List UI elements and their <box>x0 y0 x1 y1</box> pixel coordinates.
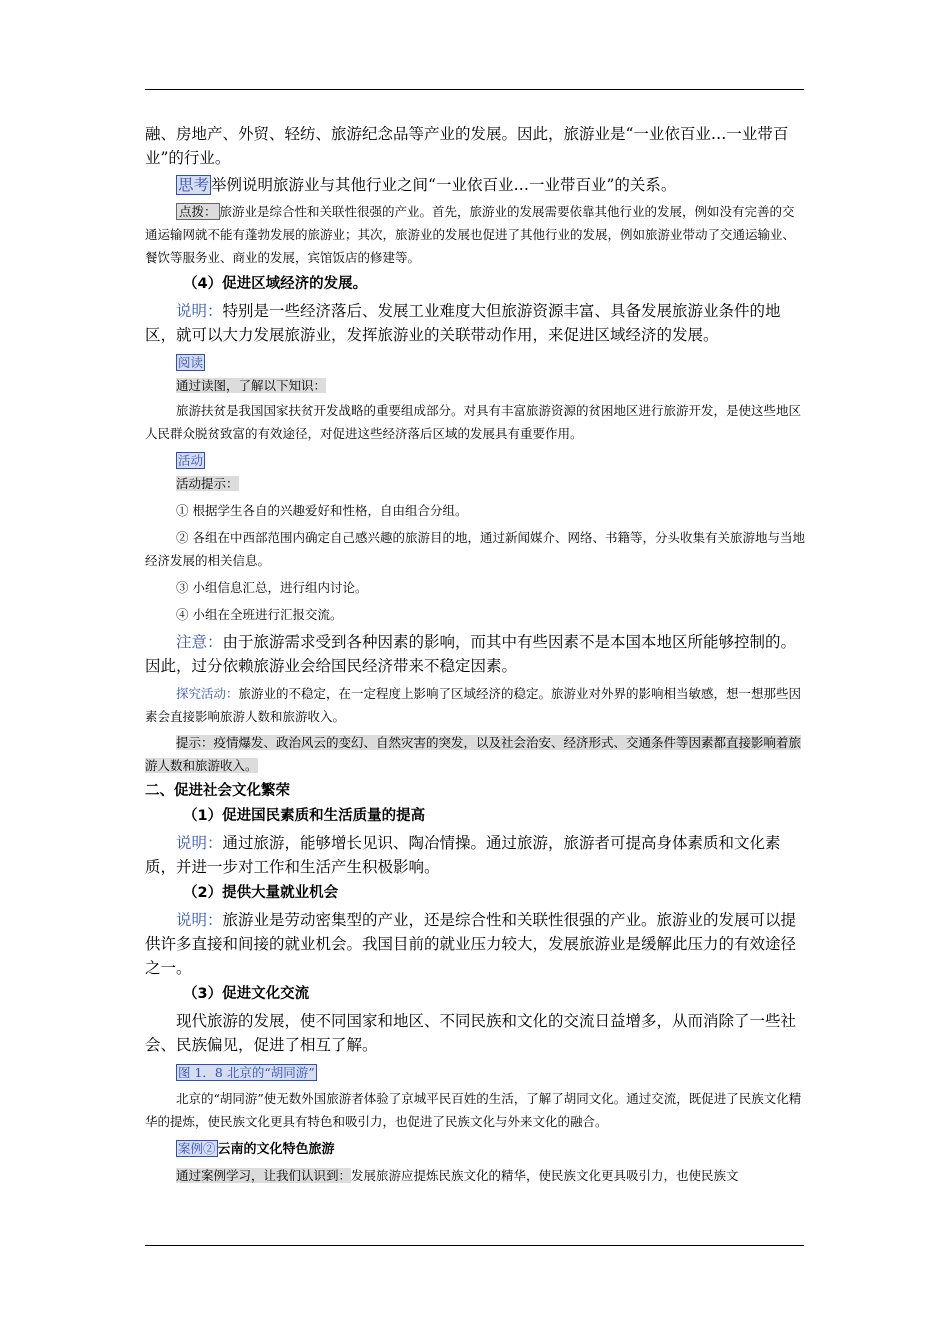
case-tag: 案例② <box>178 1141 216 1156</box>
hint-text: 旅游业是综合性和关联性很强的产业。首先，旅游业的发展需要依靠其他行业的发展，例如没有完善的交通运输网就不能有蓬勃发展的旅游业；其次，旅游业的发展也促进了其他行业的发展，例如旅游业带动了交通运输业、餐饮等服务业、商业的发展，宾馆饭店的修建等。 <box>145 204 796 265</box>
paragraph-industries: 融、房地产、外贸、轻纺、旅游纪念品等产业的发展。因此，旅游业是“一业依百业…一业带百业”的行业。 <box>145 125 789 167</box>
case-paragraph <box>145 1164 807 1187</box>
activity-item-4: ④ 小组在全班进行汇报交流。 <box>176 607 343 622</box>
explain-text: 特别是一些经济落后、发展工业难度大但旅游资源丰富、具备发展旅游业条件的地区，就可以大力发展旅游业，发挥旅游业的关联带动作用，来促进区域经济的发展。 <box>145 302 781 344</box>
case-line <box>145 1137 807 1162</box>
footer-rule <box>145 1245 804 1246</box>
activity-item-2: ② 各组在中西部范围内确定自己感兴趣的旅游目的地，通过新闻媒介、网络、书籍等，分头收集有关旅游地与当地经济发展的相关信息。 <box>145 530 805 568</box>
note-text: 由于旅游需求受到各种因素的影响，而其中有些因素不是本国本地区所能够控制的。因此，过分依赖旅游业会给国民经济带来不稳定因素。 <box>145 633 797 675</box>
explain-quality <box>145 831 807 879</box>
case-text: 发展旅游应提炼民族文化的精华，使民族文化更具吸引力，也使民族文 <box>351 1168 739 1183</box>
activity-item-1: ① 根据学生各自的兴趣爱好和性格，自由组合分组。 <box>176 503 468 518</box>
figure-text: 北京的“胡同游”使无数外国旅游者体验了京城平民百姓的生活，了解了胡同文化。通过交流，既促进了民族文化精华的提炼，使民族文化更具有特色和吸引力，也促进了民族文化与外来文化的融合。 <box>145 1091 802 1129</box>
heading-quality: （1）促进国民素质和生活质量的提高 <box>183 808 426 824</box>
read-intro-line <box>145 374 807 397</box>
explore-tag: 探究活动： <box>176 686 239 701</box>
activity-tag: 活动 <box>178 453 204 468</box>
read-tag: 阅读 <box>178 355 204 370</box>
heading-employment: （2）提供大量就业机会 <box>183 885 339 901</box>
think-tag: 思考 <box>178 176 210 194</box>
page-body <box>145 122 807 1187</box>
note-tag: 注意： <box>176 633 223 651</box>
paragraph-culture: 现代旅游的发展，使不同国家和地区、不同民族和文化的交流日益增多，从而消除了一些社会、民族偏见，促进了相互了解。 <box>145 1012 797 1054</box>
heading-culture: （3）促进文化交流 <box>183 986 310 1002</box>
read-text: 旅游扶贫是我国国家扶贫开发战略的重要组成部分。对具有丰富旅游资源的贫困地区进行旅游开发，是使这些地区人民群众脱贫致富的有效途径，对促进这些经济落后区域的发展具有重要作用。 <box>145 403 802 441</box>
hint-paragraph <box>145 200 807 269</box>
explore-paragraph <box>145 682 807 728</box>
tip-text: 提示：疫情爆发、政治风云的变幻、自然灾害的突发，以及社会治安、经济形式、交通条件等因素都直接影响着旅游人数和旅游收入。 <box>145 735 802 773</box>
header-rule <box>145 89 804 90</box>
activity-intro: 活动提示： <box>176 476 239 491</box>
hint-tag: 点拨： <box>176 203 220 220</box>
activity-tag-line <box>145 449 807 472</box>
tip-paragraph <box>145 731 807 777</box>
note-paragraph <box>145 630 807 678</box>
explain-tag: 说明： <box>176 911 223 929</box>
activity-item-3: ③ 小组信息汇总，进行组内讨论。 <box>176 580 368 595</box>
activity-intro-line <box>145 472 807 495</box>
read-tag-line <box>145 351 807 374</box>
section-2-title: 二、促进社会文化繁荣 <box>145 783 290 799</box>
figure-caption: 图 1．8 北京的“胡同游” <box>178 1065 315 1080</box>
explain-text: 旅游业是劳动密集型的产业，还是综合性和关联性很强的产业。旅游业的发展可以提供许多直接和间接的就业机会。我国目前的就业压力较大，发展旅游业是缓解此压力的有效途径之一。 <box>145 911 797 977</box>
explain-employment <box>145 908 807 980</box>
think-text: 举例说明旅游业与其他行业之间“一业依百业…一业带百业”的关系。 <box>211 176 677 194</box>
explain-tag: 说明： <box>176 302 223 320</box>
explain-text: 通过旅游，能够增长见识、陶冶情操。通过旅游，旅游者可提高身体素质和文化素质，并进一步对工作和生活产生积极影响。 <box>145 834 781 876</box>
explain-regional <box>145 299 807 347</box>
case-title: 云南的文化特色旅游 <box>217 1142 335 1157</box>
think-paragraph <box>145 173 807 197</box>
heading-regional-economy: （4）促进区域经济的发展。 <box>183 276 368 292</box>
explore-text: 旅游业的不稳定，在一定程度上影响了区域经济的稳定。旅游业对外界的影响相当敏感，想一想那些因素会直接影响旅游人数和旅游收入。 <box>145 686 802 724</box>
explain-tag: 说明： <box>176 834 223 852</box>
figure-caption-line <box>145 1061 807 1084</box>
case-intro: 通过案例学习，让我们认识到： <box>176 1168 352 1183</box>
read-intro: 通过读图，了解以下知识： <box>176 378 327 393</box>
